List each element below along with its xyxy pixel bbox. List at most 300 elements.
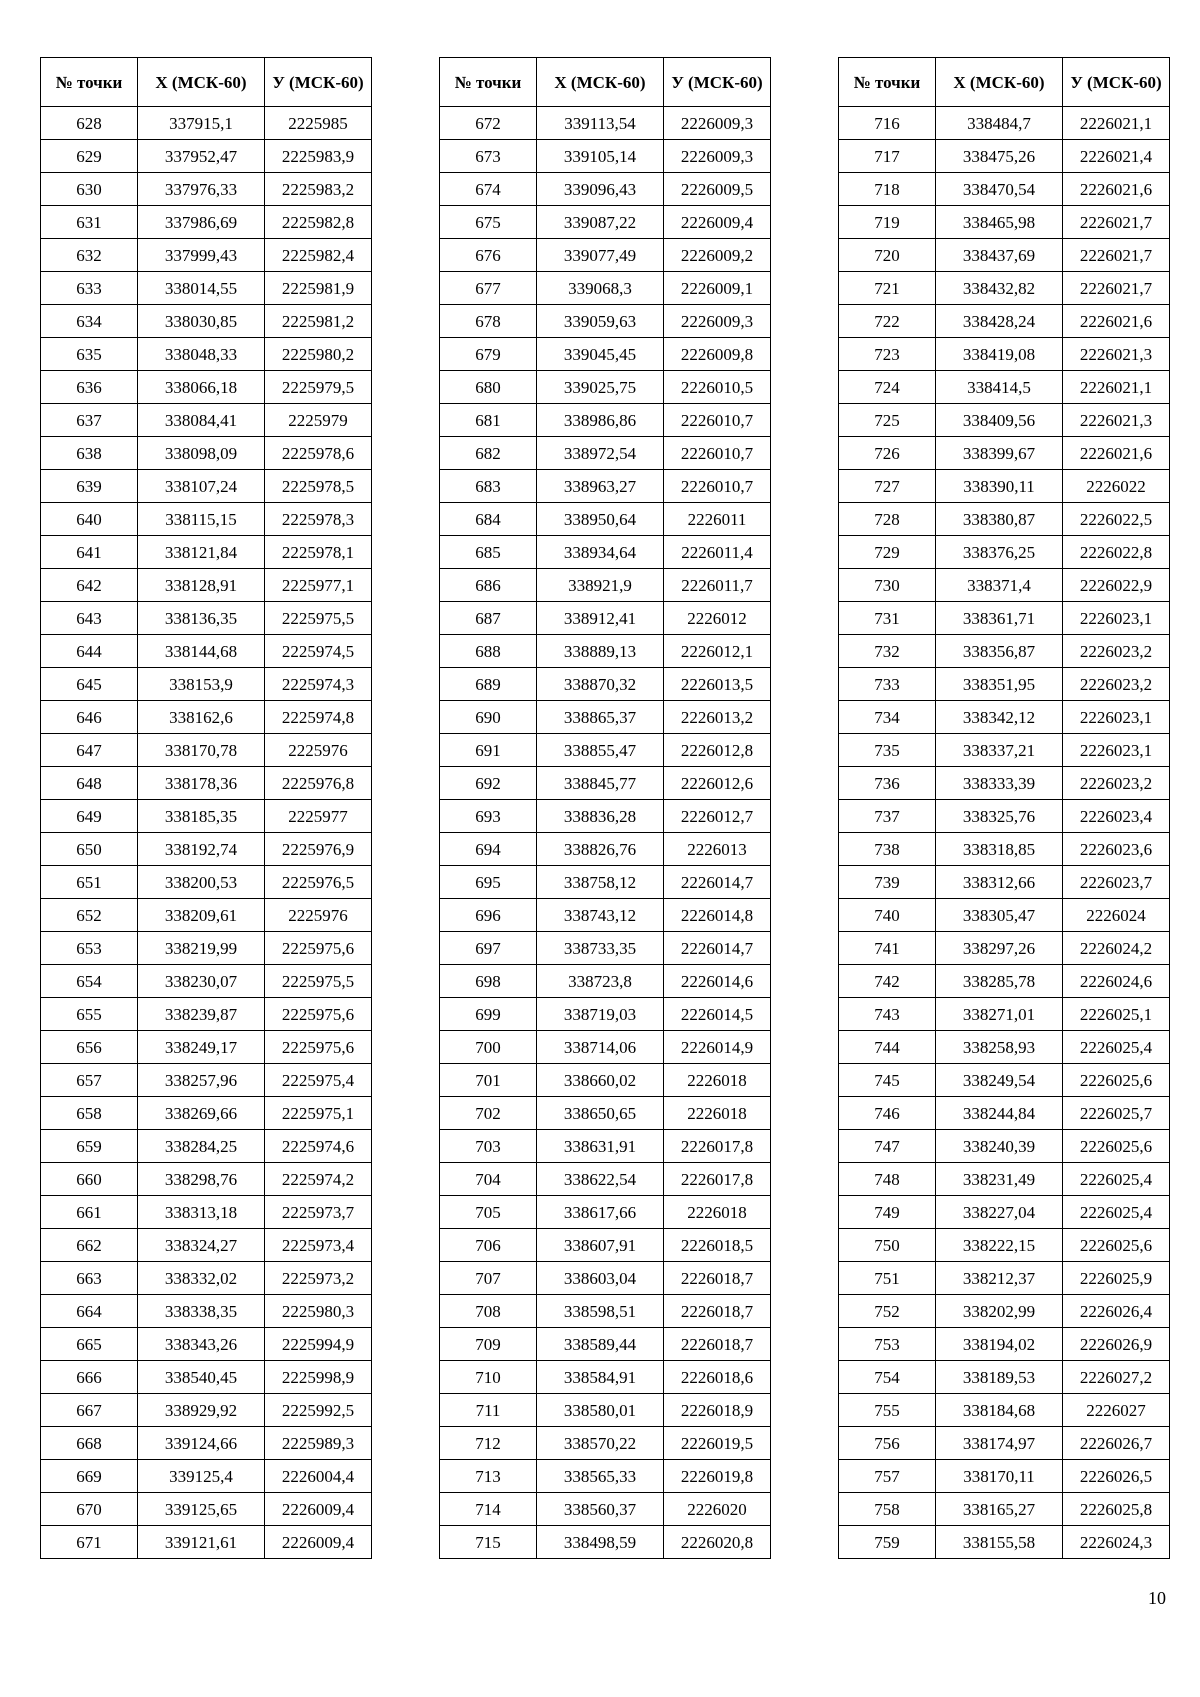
point-number-cell: 677 bbox=[440, 272, 537, 305]
point-number-cell: 632 bbox=[41, 239, 138, 272]
point-number-cell: 681 bbox=[440, 404, 537, 437]
coordinates-table bbox=[439, 57, 771, 1559]
point-number-cell: 646 bbox=[41, 701, 138, 734]
point-number-cell: 735 bbox=[839, 734, 936, 767]
x-coordinate-cell: 338484,7 bbox=[936, 107, 1063, 140]
y-coordinate-cell: 2226022,5 bbox=[1063, 503, 1170, 536]
y-coordinate-cell: 2225976,9 bbox=[265, 833, 372, 866]
table-row bbox=[839, 503, 1170, 536]
point-number-cell: 721 bbox=[839, 272, 936, 305]
table-row bbox=[839, 371, 1170, 404]
table-row bbox=[41, 899, 372, 932]
y-coordinate-cell: 2226025,6 bbox=[1063, 1130, 1170, 1163]
x-coordinate-cell: 338239,87 bbox=[138, 998, 265, 1031]
point-number-cell: 733 bbox=[839, 668, 936, 701]
x-coordinate-cell: 337952,47 bbox=[138, 140, 265, 173]
y-coordinate-cell: 2226004,4 bbox=[265, 1460, 372, 1493]
table-row bbox=[41, 1493, 372, 1526]
y-coordinate-cell: 2226018 bbox=[664, 1097, 771, 1130]
x-coordinate-cell: 338178,36 bbox=[138, 767, 265, 800]
table-row bbox=[839, 272, 1170, 305]
x-coordinate-cell: 338185,35 bbox=[138, 800, 265, 833]
table-row bbox=[41, 1361, 372, 1394]
y-coordinate-cell: 2225978,3 bbox=[265, 503, 372, 536]
table-row bbox=[41, 239, 372, 272]
table-row bbox=[440, 1229, 771, 1262]
point-number-cell: 643 bbox=[41, 602, 138, 635]
y-coordinate-cell: 2225974,3 bbox=[265, 668, 372, 701]
x-coordinate-cell: 338351,95 bbox=[936, 668, 1063, 701]
point-number-cell: 641 bbox=[41, 536, 138, 569]
point-number-cell: 723 bbox=[839, 338, 936, 371]
table-row bbox=[440, 833, 771, 866]
y-coordinate-cell: 2226019,5 bbox=[664, 1427, 771, 1460]
y-coordinate-cell: 2226018,7 bbox=[664, 1295, 771, 1328]
point-number-cell: 668 bbox=[41, 1427, 138, 1460]
x-coordinate-cell: 338580,01 bbox=[537, 1394, 664, 1427]
point-number-cell: 633 bbox=[41, 272, 138, 305]
x-coordinate-cell: 338219,99 bbox=[138, 932, 265, 965]
y-coordinate-cell: 2225973,4 bbox=[265, 1229, 372, 1262]
x-coordinate-cell: 338332,02 bbox=[138, 1262, 265, 1295]
x-coordinate-cell: 338986,86 bbox=[537, 404, 664, 437]
point-number-cell: 749 bbox=[839, 1196, 936, 1229]
x-coordinate-cell: 338598,51 bbox=[537, 1295, 664, 1328]
y-coordinate-cell: 2226014,8 bbox=[664, 899, 771, 932]
point-number-cell: 690 bbox=[440, 701, 537, 734]
point-number-cell: 684 bbox=[440, 503, 537, 536]
point-number-cell: 756 bbox=[839, 1427, 936, 1460]
coordinates-table bbox=[40, 57, 372, 1559]
point-number-cell: 751 bbox=[839, 1262, 936, 1295]
point-number-cell: 669 bbox=[41, 1460, 138, 1493]
table-row bbox=[41, 800, 372, 833]
x-coordinate-cell: 338189,53 bbox=[936, 1361, 1063, 1394]
table-row bbox=[839, 1262, 1170, 1295]
table-row bbox=[839, 437, 1170, 470]
point-number-cell: 713 bbox=[440, 1460, 537, 1493]
x-coordinate-cell: 339105,14 bbox=[537, 140, 664, 173]
table-row bbox=[839, 569, 1170, 602]
y-coordinate-cell: 2226012,6 bbox=[664, 767, 771, 800]
x-coordinate-cell: 338249,17 bbox=[138, 1031, 265, 1064]
point-number-cell: 663 bbox=[41, 1262, 138, 1295]
table-row bbox=[41, 635, 372, 668]
x-coordinate-cell: 339113,54 bbox=[537, 107, 664, 140]
x-coordinate-cell: 339125,65 bbox=[138, 1493, 265, 1526]
x-coordinate-cell: 338912,41 bbox=[537, 602, 664, 635]
table-row bbox=[839, 239, 1170, 272]
table-row bbox=[839, 866, 1170, 899]
table-row bbox=[839, 1130, 1170, 1163]
point-number-cell: 700 bbox=[440, 1031, 537, 1064]
y-coordinate-cell: 2225978,1 bbox=[265, 536, 372, 569]
x-coordinate-cell: 338565,33 bbox=[537, 1460, 664, 1493]
x-coordinate-cell: 338244,84 bbox=[936, 1097, 1063, 1130]
y-coordinate-cell: 2225985 bbox=[265, 107, 372, 140]
x-coordinate-cell: 338719,03 bbox=[537, 998, 664, 1031]
point-number-cell: 682 bbox=[440, 437, 537, 470]
x-coordinate-cell: 339125,4 bbox=[138, 1460, 265, 1493]
x-coordinate-cell: 338258,93 bbox=[936, 1031, 1063, 1064]
point-number-header: № точки bbox=[41, 58, 138, 107]
point-number-cell: 717 bbox=[839, 140, 936, 173]
x-coordinate-cell: 338498,59 bbox=[537, 1526, 664, 1559]
table-header-row bbox=[839, 58, 1170, 107]
y-coordinate-cell: 2225975,4 bbox=[265, 1064, 372, 1097]
y-coordinate-cell: 2226017,8 bbox=[664, 1163, 771, 1196]
y-coordinate-cell: 2225994,9 bbox=[265, 1328, 372, 1361]
y-coordinate-cell: 2226021,6 bbox=[1063, 173, 1170, 206]
point-number-cell: 736 bbox=[839, 767, 936, 800]
point-number-cell: 750 bbox=[839, 1229, 936, 1262]
y-coordinate-cell: 2226023,2 bbox=[1063, 668, 1170, 701]
x-coordinate-cell: 338376,25 bbox=[936, 536, 1063, 569]
point-number-cell: 637 bbox=[41, 404, 138, 437]
point-number-cell: 662 bbox=[41, 1229, 138, 1262]
y-coordinate-cell: 2226021,4 bbox=[1063, 140, 1170, 173]
y-coordinate-cell: 2226025,9 bbox=[1063, 1262, 1170, 1295]
y-coordinate-cell: 2226023,1 bbox=[1063, 602, 1170, 635]
x-coordinate-cell: 338162,6 bbox=[138, 701, 265, 734]
y-coordinate-cell: 2226023,1 bbox=[1063, 701, 1170, 734]
y-coordinate-cell: 2225989,3 bbox=[265, 1427, 372, 1460]
table-header-row bbox=[41, 58, 372, 107]
table-row bbox=[440, 503, 771, 536]
x-coordinate-header: Х (МСК-60) bbox=[537, 58, 664, 107]
y-coordinate-cell: 2226020,8 bbox=[664, 1526, 771, 1559]
table-row bbox=[41, 932, 372, 965]
y-coordinate-cell: 2225981,9 bbox=[265, 272, 372, 305]
point-number-cell: 724 bbox=[839, 371, 936, 404]
table-row bbox=[839, 1361, 1170, 1394]
table-row bbox=[440, 371, 771, 404]
point-number-cell: 652 bbox=[41, 899, 138, 932]
y-coordinate-cell: 2226009,3 bbox=[664, 140, 771, 173]
table-row bbox=[41, 1427, 372, 1460]
table-row bbox=[440, 470, 771, 503]
x-coordinate-cell: 338048,33 bbox=[138, 338, 265, 371]
point-number-cell: 742 bbox=[839, 965, 936, 998]
y-coordinate-cell: 2226010,7 bbox=[664, 470, 771, 503]
table-row bbox=[440, 1064, 771, 1097]
point-number-cell: 716 bbox=[839, 107, 936, 140]
y-coordinate-cell: 2226021,6 bbox=[1063, 437, 1170, 470]
table-row bbox=[41, 1394, 372, 1427]
x-coordinate-cell: 338249,54 bbox=[936, 1064, 1063, 1097]
x-coordinate-cell: 338470,54 bbox=[936, 173, 1063, 206]
x-coordinate-cell: 338200,53 bbox=[138, 866, 265, 899]
point-number-cell: 665 bbox=[41, 1328, 138, 1361]
point-number-cell: 701 bbox=[440, 1064, 537, 1097]
x-coordinate-cell: 338338,35 bbox=[138, 1295, 265, 1328]
table-row bbox=[839, 1295, 1170, 1328]
y-coordinate-cell: 2226025,6 bbox=[1063, 1229, 1170, 1262]
table-row bbox=[440, 1196, 771, 1229]
point-number-cell: 687 bbox=[440, 602, 537, 635]
table-row bbox=[440, 635, 771, 668]
table-body bbox=[839, 107, 1170, 1559]
x-coordinate-cell: 339045,45 bbox=[537, 338, 664, 371]
x-coordinate-cell: 338889,13 bbox=[537, 635, 664, 668]
y-coordinate-cell: 2226018,7 bbox=[664, 1328, 771, 1361]
point-number-cell: 635 bbox=[41, 338, 138, 371]
point-number-header: № точки bbox=[440, 58, 537, 107]
table-row bbox=[41, 536, 372, 569]
y-coordinate-cell: 2226025,7 bbox=[1063, 1097, 1170, 1130]
x-coordinate-cell: 338570,22 bbox=[537, 1427, 664, 1460]
point-number-cell: 740 bbox=[839, 899, 936, 932]
x-coordinate-cell: 338212,37 bbox=[936, 1262, 1063, 1295]
x-coordinate-cell: 338136,35 bbox=[138, 602, 265, 635]
y-coordinate-cell: 2226013 bbox=[664, 833, 771, 866]
table-row bbox=[41, 1130, 372, 1163]
y-coordinate-cell: 2226025,6 bbox=[1063, 1064, 1170, 1097]
y-coordinate-cell: 2225974,5 bbox=[265, 635, 372, 668]
table-row bbox=[41, 470, 372, 503]
x-coordinate-cell: 338121,84 bbox=[138, 536, 265, 569]
x-coordinate-cell: 338192,74 bbox=[138, 833, 265, 866]
point-number-cell: 715 bbox=[440, 1526, 537, 1559]
y-coordinate-cell: 2225974,2 bbox=[265, 1163, 372, 1196]
table-row bbox=[839, 1031, 1170, 1064]
point-number-cell: 748 bbox=[839, 1163, 936, 1196]
point-number-cell: 686 bbox=[440, 569, 537, 602]
x-coordinate-cell: 338390,11 bbox=[936, 470, 1063, 503]
x-coordinate-cell: 338371,4 bbox=[936, 569, 1063, 602]
point-number-cell: 647 bbox=[41, 734, 138, 767]
y-coordinate-header: У (МСК-60) bbox=[664, 58, 771, 107]
point-number-cell: 658 bbox=[41, 1097, 138, 1130]
x-coordinate-cell: 338014,55 bbox=[138, 272, 265, 305]
y-coordinate-cell: 2226023,6 bbox=[1063, 833, 1170, 866]
x-coordinate-cell: 338589,44 bbox=[537, 1328, 664, 1361]
y-coordinate-cell: 2226021,7 bbox=[1063, 272, 1170, 305]
x-coordinate-header: Х (МСК-60) bbox=[936, 58, 1063, 107]
y-coordinate-cell: 2226023,1 bbox=[1063, 734, 1170, 767]
x-coordinate-cell: 338845,77 bbox=[537, 767, 664, 800]
y-coordinate-cell: 2226026,9 bbox=[1063, 1328, 1170, 1361]
point-number-cell: 648 bbox=[41, 767, 138, 800]
y-coordinate-cell: 2226010,7 bbox=[664, 404, 771, 437]
table-row bbox=[440, 1295, 771, 1328]
table-row bbox=[839, 1526, 1170, 1559]
y-coordinate-cell: 2226017,8 bbox=[664, 1130, 771, 1163]
point-number-cell: 739 bbox=[839, 866, 936, 899]
y-coordinate-cell: 2225979 bbox=[265, 404, 372, 437]
y-coordinate-cell: 2226025,4 bbox=[1063, 1031, 1170, 1064]
coordinates-table bbox=[838, 57, 1170, 1559]
y-coordinate-cell: 2226022 bbox=[1063, 470, 1170, 503]
y-coordinate-cell: 2226018 bbox=[664, 1196, 771, 1229]
table-row bbox=[440, 866, 771, 899]
point-number-cell: 675 bbox=[440, 206, 537, 239]
point-number-cell: 638 bbox=[41, 437, 138, 470]
table-row bbox=[839, 1394, 1170, 1427]
table-row bbox=[41, 1295, 372, 1328]
table-row bbox=[440, 1163, 771, 1196]
x-coordinate-cell: 339124,66 bbox=[138, 1427, 265, 1460]
x-coordinate-cell: 338409,56 bbox=[936, 404, 1063, 437]
x-coordinate-cell: 338084,41 bbox=[138, 404, 265, 437]
x-coordinate-cell: 338230,07 bbox=[138, 965, 265, 998]
y-coordinate-cell: 2226012,8 bbox=[664, 734, 771, 767]
point-number-cell: 695 bbox=[440, 866, 537, 899]
x-coordinate-cell: 338098,09 bbox=[138, 437, 265, 470]
table-row bbox=[440, 305, 771, 338]
y-coordinate-cell: 2226018,5 bbox=[664, 1229, 771, 1262]
point-number-cell: 745 bbox=[839, 1064, 936, 1097]
point-number-cell: 691 bbox=[440, 734, 537, 767]
x-coordinate-cell: 338227,04 bbox=[936, 1196, 1063, 1229]
x-coordinate-cell: 338174,97 bbox=[936, 1427, 1063, 1460]
y-coordinate-cell: 2226020 bbox=[664, 1493, 771, 1526]
table-row bbox=[440, 569, 771, 602]
x-coordinate-cell: 338284,25 bbox=[138, 1130, 265, 1163]
point-number-cell: 719 bbox=[839, 206, 936, 239]
y-coordinate-cell: 2225975,5 bbox=[265, 965, 372, 998]
point-number-cell: 720 bbox=[839, 239, 936, 272]
x-coordinate-cell: 338603,04 bbox=[537, 1262, 664, 1295]
x-coordinate-cell: 337915,1 bbox=[138, 107, 265, 140]
y-coordinate-cell: 2225976,8 bbox=[265, 767, 372, 800]
point-number-cell: 630 bbox=[41, 173, 138, 206]
point-number-cell: 629 bbox=[41, 140, 138, 173]
y-coordinate-cell: 2226021,1 bbox=[1063, 371, 1170, 404]
x-coordinate-cell: 338144,68 bbox=[138, 635, 265, 668]
table-row bbox=[839, 1196, 1170, 1229]
y-coordinate-cell: 2226013,2 bbox=[664, 701, 771, 734]
table-row bbox=[440, 1394, 771, 1427]
x-coordinate-cell: 337999,43 bbox=[138, 239, 265, 272]
y-coordinate-cell: 2226023,4 bbox=[1063, 800, 1170, 833]
y-coordinate-cell: 2226009,1 bbox=[664, 272, 771, 305]
x-coordinate-cell: 338836,28 bbox=[537, 800, 664, 833]
x-coordinate-cell: 338297,26 bbox=[936, 932, 1063, 965]
table-row bbox=[839, 404, 1170, 437]
x-coordinate-cell: 338972,54 bbox=[537, 437, 664, 470]
point-number-cell: 743 bbox=[839, 998, 936, 1031]
x-coordinate-cell: 337976,33 bbox=[138, 173, 265, 206]
point-number-cell: 712 bbox=[440, 1427, 537, 1460]
point-number-cell: 703 bbox=[440, 1130, 537, 1163]
table-row bbox=[440, 1031, 771, 1064]
y-coordinate-cell: 2226021,7 bbox=[1063, 239, 1170, 272]
x-coordinate-cell: 338428,24 bbox=[936, 305, 1063, 338]
table-row bbox=[839, 1427, 1170, 1460]
table-row bbox=[440, 899, 771, 932]
y-coordinate-cell: 2226009,8 bbox=[664, 338, 771, 371]
x-coordinate-cell: 338318,85 bbox=[936, 833, 1063, 866]
x-coordinate-cell: 338414,5 bbox=[936, 371, 1063, 404]
point-number-cell: 757 bbox=[839, 1460, 936, 1493]
y-coordinate-cell: 2226019,8 bbox=[664, 1460, 771, 1493]
y-coordinate-cell: 2225975,5 bbox=[265, 602, 372, 635]
y-coordinate-cell: 2225978,6 bbox=[265, 437, 372, 470]
point-number-cell: 752 bbox=[839, 1295, 936, 1328]
y-coordinate-cell: 2226009,4 bbox=[265, 1493, 372, 1526]
table-row bbox=[41, 140, 372, 173]
y-coordinate-cell: 2225977 bbox=[265, 800, 372, 833]
table-row bbox=[839, 536, 1170, 569]
point-number-cell: 737 bbox=[839, 800, 936, 833]
point-number-cell: 689 bbox=[440, 668, 537, 701]
table-row bbox=[440, 734, 771, 767]
table-row bbox=[440, 536, 771, 569]
point-number-cell: 706 bbox=[440, 1229, 537, 1262]
x-coordinate-cell: 338733,35 bbox=[537, 932, 664, 965]
y-coordinate-cell: 2226012,1 bbox=[664, 635, 771, 668]
table-row bbox=[839, 965, 1170, 998]
table-row bbox=[440, 272, 771, 305]
table-row bbox=[440, 932, 771, 965]
point-number-cell: 758 bbox=[839, 1493, 936, 1526]
point-number-cell: 759 bbox=[839, 1526, 936, 1559]
point-number-cell: 705 bbox=[440, 1196, 537, 1229]
point-number-cell: 704 bbox=[440, 1163, 537, 1196]
x-coordinate-cell: 338325,76 bbox=[936, 800, 1063, 833]
point-number-cell: 678 bbox=[440, 305, 537, 338]
point-number-cell: 642 bbox=[41, 569, 138, 602]
y-coordinate-cell: 2226018,9 bbox=[664, 1394, 771, 1427]
table-row bbox=[41, 1229, 372, 1262]
y-coordinate-cell: 2226023,7 bbox=[1063, 866, 1170, 899]
table-row bbox=[839, 140, 1170, 173]
table-row bbox=[440, 965, 771, 998]
x-coordinate-cell: 338465,98 bbox=[936, 206, 1063, 239]
x-coordinate-cell: 338240,39 bbox=[936, 1130, 1063, 1163]
x-coordinate-cell: 338184,68 bbox=[936, 1394, 1063, 1427]
table-row bbox=[839, 932, 1170, 965]
x-coordinate-cell: 338153,9 bbox=[138, 668, 265, 701]
table-row bbox=[440, 1130, 771, 1163]
point-number-cell: 628 bbox=[41, 107, 138, 140]
point-number-cell: 653 bbox=[41, 932, 138, 965]
x-coordinate-cell: 338660,02 bbox=[537, 1064, 664, 1097]
y-coordinate-cell: 2226025,8 bbox=[1063, 1493, 1170, 1526]
table-row bbox=[440, 1328, 771, 1361]
table-row bbox=[839, 767, 1170, 800]
point-number-cell: 699 bbox=[440, 998, 537, 1031]
point-number-cell: 702 bbox=[440, 1097, 537, 1130]
point-number-cell: 670 bbox=[41, 1493, 138, 1526]
y-coordinate-cell: 2225992,5 bbox=[265, 1394, 372, 1427]
y-coordinate-cell: 2226014,5 bbox=[664, 998, 771, 1031]
y-coordinate-cell: 2225980,2 bbox=[265, 338, 372, 371]
x-coordinate-cell: 338607,91 bbox=[537, 1229, 664, 1262]
table-row bbox=[839, 1328, 1170, 1361]
point-number-cell: 741 bbox=[839, 932, 936, 965]
table-row bbox=[41, 1097, 372, 1130]
x-coordinate-cell: 338921,9 bbox=[537, 569, 664, 602]
table-row bbox=[41, 701, 372, 734]
y-coordinate-cell: 2226014,7 bbox=[664, 866, 771, 899]
x-coordinate-cell: 338743,12 bbox=[537, 899, 664, 932]
table-row bbox=[839, 734, 1170, 767]
point-number-cell: 631 bbox=[41, 206, 138, 239]
y-coordinate-cell: 2226010,5 bbox=[664, 371, 771, 404]
x-coordinate-cell: 339059,63 bbox=[537, 305, 664, 338]
point-number-cell: 666 bbox=[41, 1361, 138, 1394]
y-coordinate-cell: 2226022,8 bbox=[1063, 536, 1170, 569]
x-coordinate-cell: 338194,02 bbox=[936, 1328, 1063, 1361]
y-coordinate-cell: 2226027 bbox=[1063, 1394, 1170, 1427]
table-row bbox=[839, 635, 1170, 668]
point-number-cell: 679 bbox=[440, 338, 537, 371]
table-row bbox=[839, 173, 1170, 206]
y-coordinate-cell: 2225978,5 bbox=[265, 470, 372, 503]
y-coordinate-cell: 2226018,6 bbox=[664, 1361, 771, 1394]
